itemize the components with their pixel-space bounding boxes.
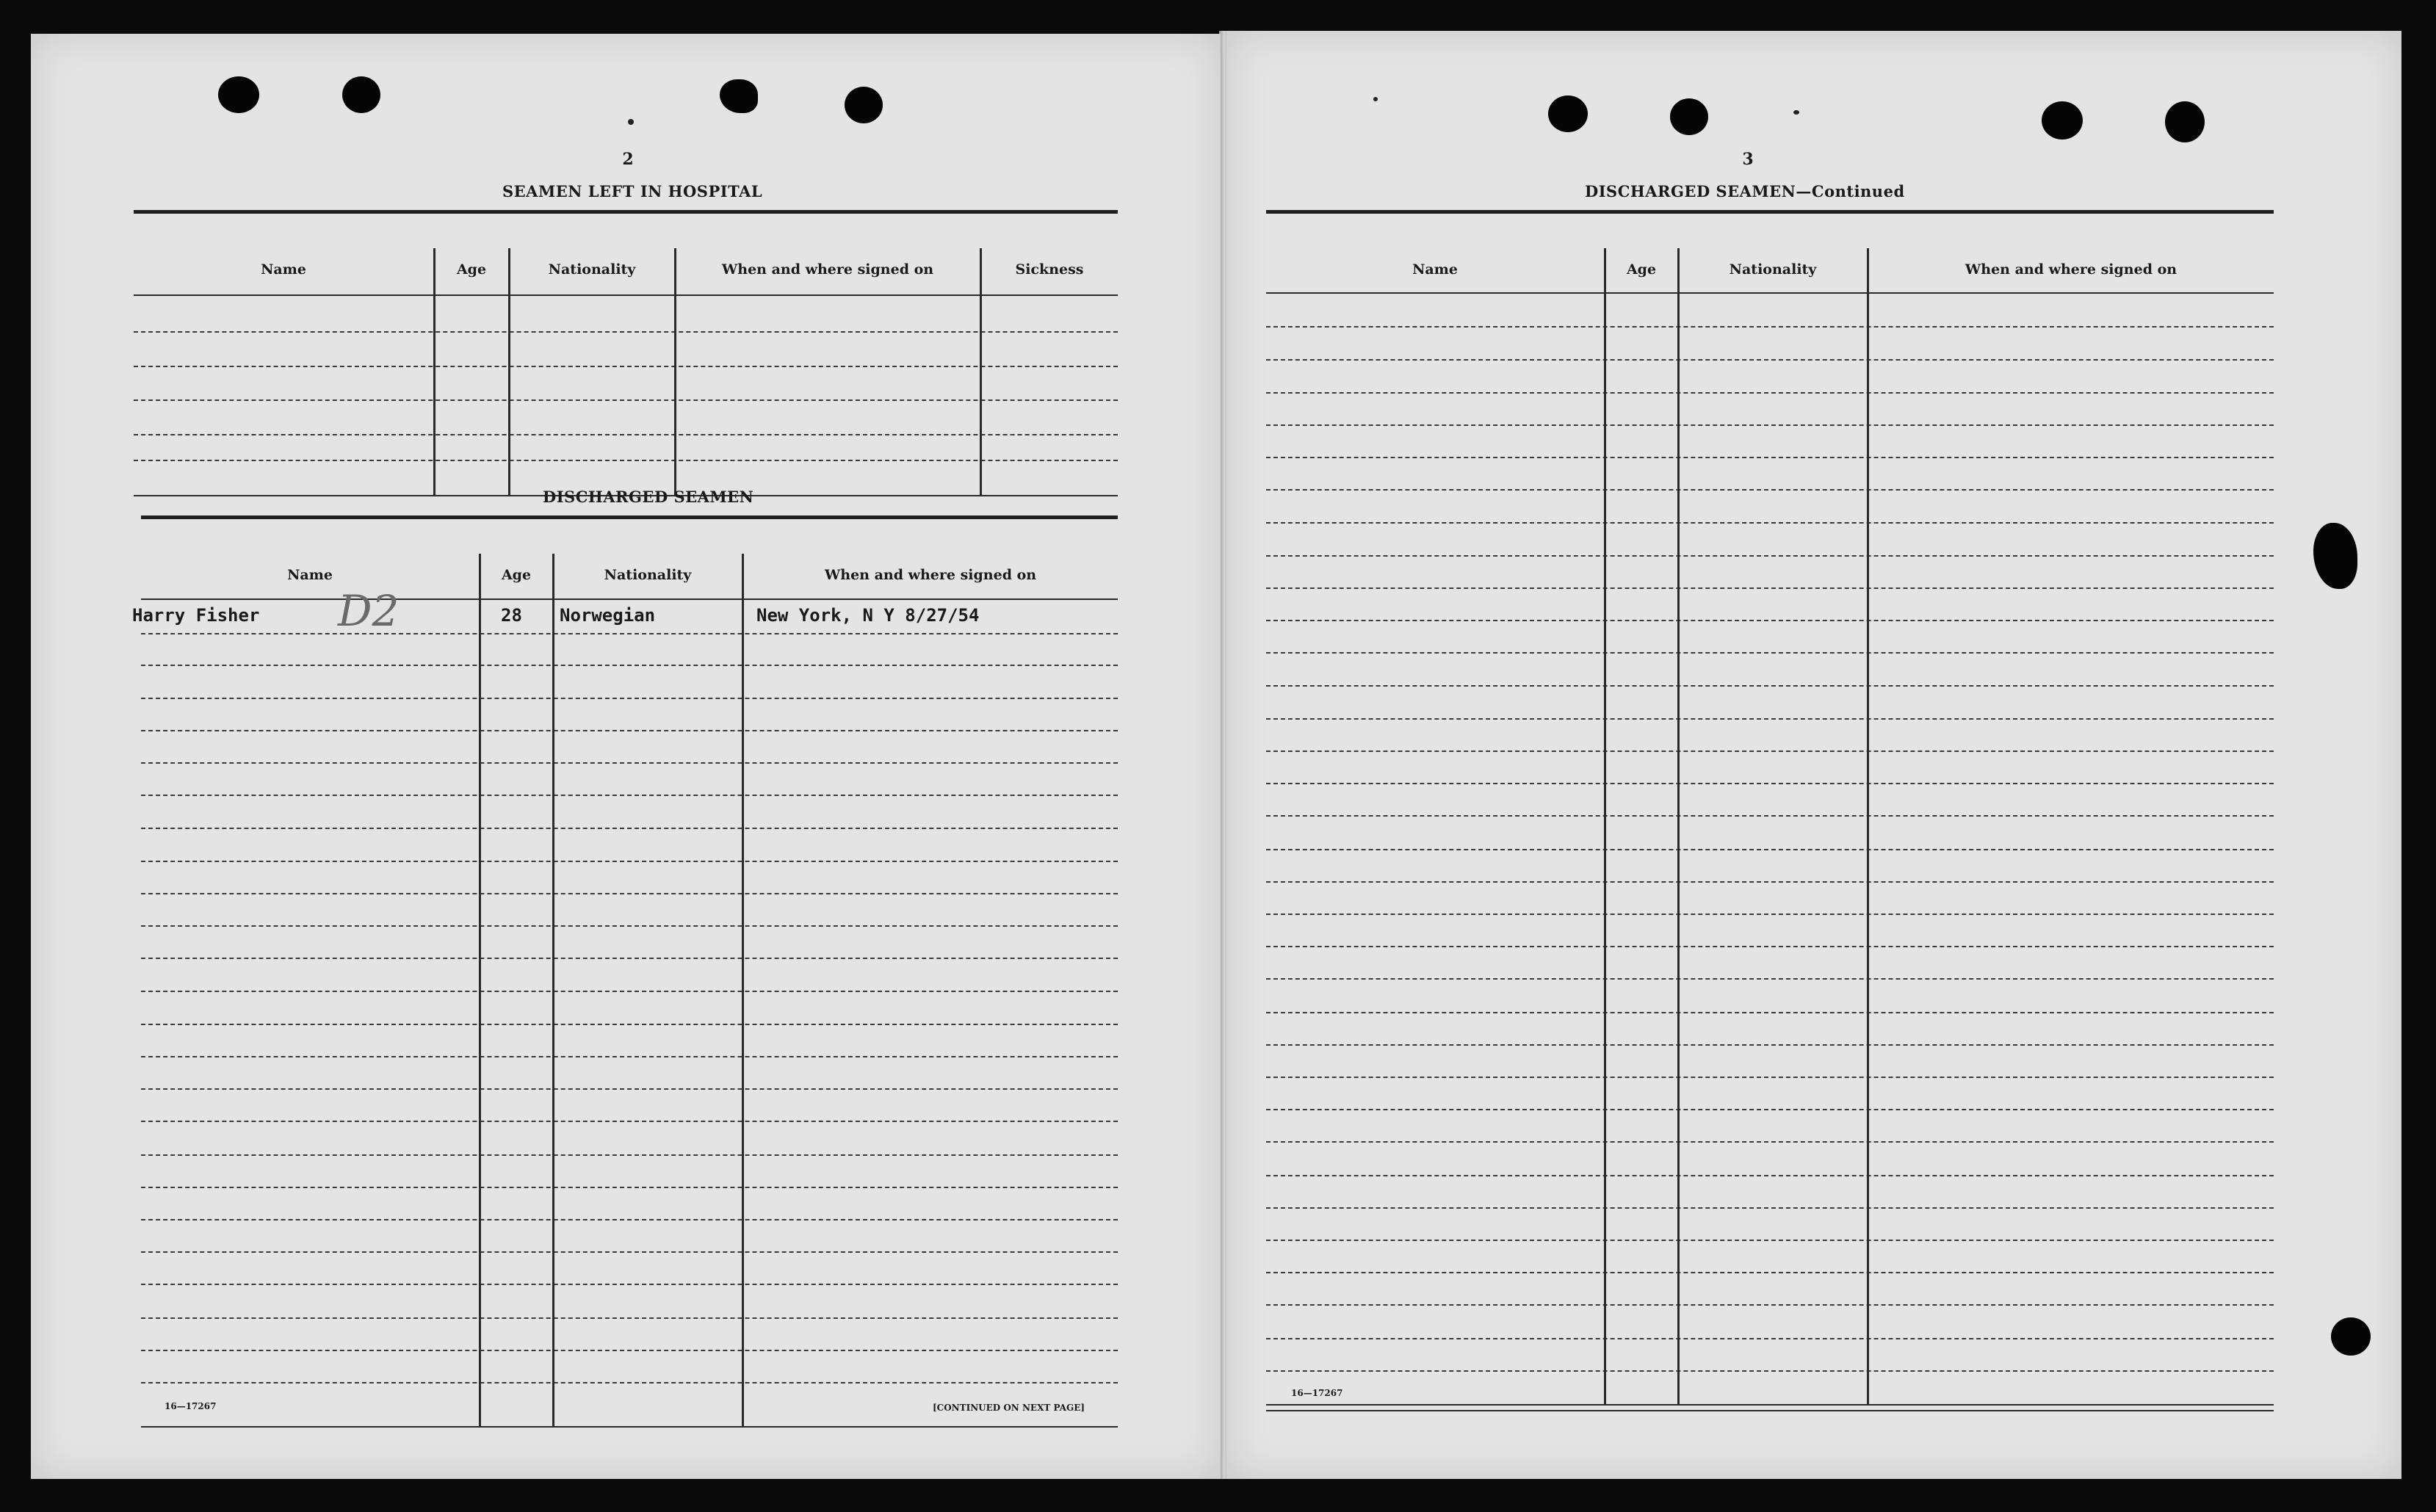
punch-hole [1548,95,1588,132]
continued-header-age: Age [1626,261,1657,278]
handwritten-mark: D2 [338,586,400,636]
seaman-signed-on: New York, N Y 8/27/54 [756,605,980,626]
punch-hole [2165,101,2205,142]
seaman-nationality: Norwegian [560,605,656,626]
right-page [1226,31,2401,1479]
hospital-header-signed-on: When and where signed on [721,261,934,278]
speck [1793,110,1799,115]
discharged-header-signed-on: When and where signed on [824,567,1037,583]
continued-header-name: Name [1412,261,1458,278]
punch-hole [845,87,883,123]
discharged-table [132,516,1118,1432]
hospital-header-age: Age [456,261,487,278]
seaman-age: 28 [501,605,522,626]
page-number: 3 [1742,150,1754,169]
left-page [31,34,1221,1479]
discharged-section-title: DISCHARGED SEAMEN [543,488,754,506]
form-number: 16—17267 [1291,1388,1343,1398]
punch-hole [218,76,259,113]
hospital-table [134,210,1118,504]
discharged-header-age: Age [501,567,532,583]
punch-hole [1670,98,1708,135]
punch-hole [720,79,758,113]
punch-hole [2313,523,2357,589]
discharged-header-name: Name [287,567,333,583]
punch-hole [2042,101,2083,140]
hospital-header-name: Name [261,261,306,278]
discharged-continued-title: DISCHARGED SEAMEN—Continued [1585,182,1905,200]
hospital-section-title: SEAMEN LEFT IN HOSPITAL [502,182,763,200]
page-number: 2 [622,150,634,169]
discharged-header-nationality: Nationality [604,567,692,583]
hospital-header-nationality: Nationality [548,261,636,278]
continued-note: [CONTINUED ON NEXT PAGE] [933,1403,1085,1413]
hospital-header-sickness: Sickness [1015,261,1084,278]
punch-hole [2331,1317,2371,1356]
speck [1373,97,1378,101]
speck [628,119,634,125]
continued-header-nationality: Nationality [1729,261,1817,278]
seaman-name: Harry Fisher [132,605,260,626]
form-number: 16—17267 [165,1401,217,1411]
punch-hole [342,76,380,113]
continued-header-signed-on: When and where signed on [1965,261,2177,278]
discharged-continued-table [1266,210,2274,1414]
